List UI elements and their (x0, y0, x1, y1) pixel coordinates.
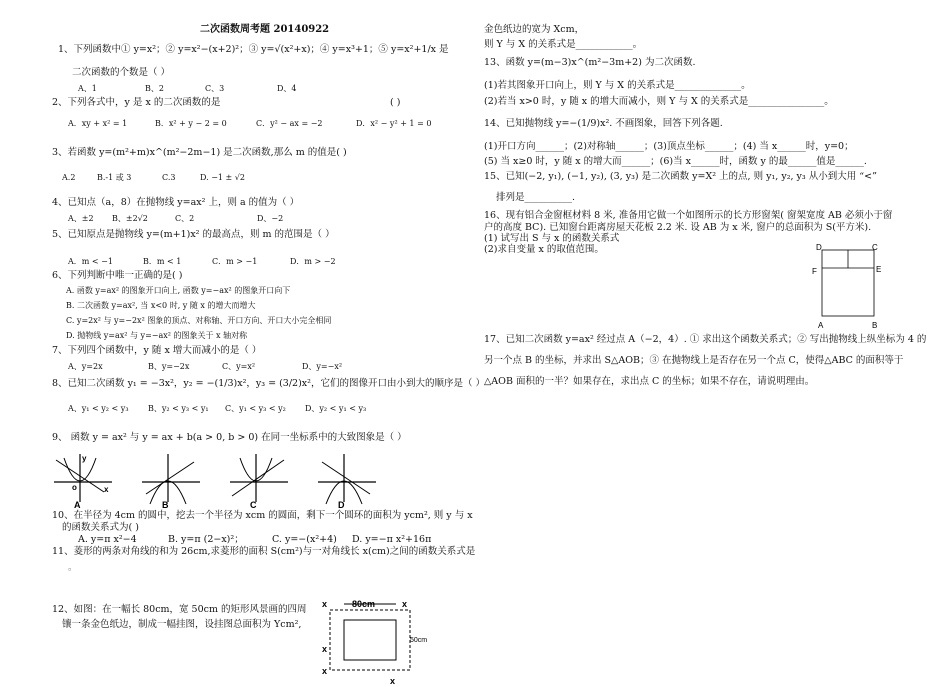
q7-option-b: B、y=−2x (148, 362, 190, 371)
q16-label-d: D (816, 243, 822, 252)
q3-option-a: A.2 (62, 173, 76, 182)
q1-line2: 二次函数的个数是（ ） (72, 67, 171, 78)
q7-stem: 7、下列四个函数中，y 随 x 增大而减小的是（ ） (52, 345, 262, 356)
q6-option-b: B. 二次函数 y=ax², 当 x<0 时, y 随 x 的增大而增大 (66, 301, 256, 310)
q16-line1: 16、现有铝合金窗框材料 8 米, 准备用它做一个如图所示的长方形窗架( 窗架宽度 AB 必须小于窗 (484, 210, 893, 221)
q6-option-c: C. y=2x² 与 y=−2x² 图象的顶点、对称轴、开口方向、开口大小完全相同 (66, 316, 332, 325)
q11-tail: 。 (68, 562, 78, 573)
q11-stem: 11、菱形的两条对角线的和为 26cm,求菱形的面积 S(cm²)与一对角线长 x(cm)之间的函数关系式是 (52, 546, 476, 557)
q10-option-c: C. y=−(x²+4) (272, 534, 337, 545)
q17-line1: 17、已知二次函数 y=ax² 经过点 A（−2，4）. ① 求出这个函数关系式；② 写出抛物线上纵坐标为 4 的 (484, 334, 927, 345)
q1-option-d: D、4 (277, 84, 297, 93)
q16-label-a: A (818, 321, 824, 330)
q5-option-d: D．m > −2 (290, 257, 336, 266)
q16-label-e: E (876, 265, 882, 274)
q9-label-d: D (338, 500, 345, 510)
q1-option-b: B、2 (145, 84, 164, 93)
q7-option-a: A、y=2x (68, 362, 103, 371)
q1-option-c: C、3 (205, 84, 225, 93)
q12-line2: 镶一条金色纸边，制成一幅挂图，设挂图总面积为 Ycm², (62, 619, 302, 630)
q2-paren: ( ) (390, 97, 401, 108)
exam-title: 二次函数周考题 20140922 (200, 24, 330, 35)
q16-sub1: (1) 试写出 S 与 x 的函数关系式 (484, 233, 620, 244)
q9-graph-b (142, 454, 200, 510)
q2-stem: 2、下列各式中，y 是 x 的二次函数的是 (52, 97, 221, 108)
q2-option-a: A．xy + x² = 1 (68, 119, 128, 128)
q14-stem: 14、已知抛物线 y=−(1/9)x². 不画图象，回答下列各题. (484, 118, 723, 129)
q3-option-c: C.3 (162, 173, 176, 182)
q1-stem: 1、下列函数中① y=x²；② y=x²−(x+2)²；③ y=√(x²+x)；④ y=x³+1；⑤ y=x²+1/x 是 (58, 44, 449, 55)
q5-option-a: A．m < −1 (68, 257, 113, 266)
q9-axis-y-a: y (82, 454, 87, 463)
q3-stem: 3、若函数 y=(m²+m)x^(m²−2m−1) 是二次函数,那么 m 的值是( ) (52, 147, 347, 158)
q2-option-c: C．y² − ax = −2 (256, 119, 323, 128)
q2-option-b: B．x² + y − 2 = 0 (155, 119, 227, 128)
q10-option-b: B. y=π (2−x)²； (168, 534, 244, 545)
q13-stem: 13、函数 y=(m−3)x^(m²−3m+2) 为二次函数. (484, 57, 696, 68)
q5-option-b: B．m < 1 (143, 257, 182, 266)
q6-option-a: A. 函数 y=ax² 的图象开口向上, 函数 y=−ax² 的图象开口向下 (66, 286, 291, 295)
q15-line2: 排列是__________. (496, 192, 576, 203)
q9-label-b: B (162, 500, 169, 510)
q12-x-left: x (322, 644, 328, 654)
q16-label-b: B (872, 321, 878, 330)
q10-option-a: A. y=π x²−4 (78, 534, 137, 545)
q9-label-a: A (74, 500, 81, 510)
q1-option-a: A、1 (78, 84, 97, 93)
q9-graphs (52, 452, 397, 510)
q6-stem: 6、下列判断中唯一正确的是( ) (52, 270, 183, 281)
q12-width-label: 80cm (352, 599, 376, 609)
q2-option-d: D．x² − y² + 1 = 0 (356, 119, 432, 128)
q14-line1: (1)开口方向______；(2)对称轴______；(3)顶点坐标______；(4) 当 x______时，y=0； (484, 141, 854, 152)
q12-frame-figure (314, 594, 474, 686)
q12-height-label: 50cm (410, 637, 428, 644)
q17-line3: △AOB 面积的一半？如果存在，求出点 C 的坐标；如果不存在，请说明理由。 (484, 376, 815, 387)
q4-stem: 4、已知点（a，8）在抛物线 y=ax² 上，则 a 的值为（ ） (52, 197, 300, 208)
q9-axis-x-a: x (104, 485, 109, 494)
q12-cont2: 则 Y 与 X 的关系式是____________。 (484, 39, 643, 50)
q8-option-a: A、y₁ < y₂ < y₃ (68, 404, 129, 413)
q4-option-a: A、±2 (68, 214, 94, 223)
q5-stem: 5、已知原点是抛物线 y=(m+1)x² 的最高点，则 m 的范围是（ ） (52, 229, 335, 240)
q12-cont1: 金色纸边的宽为 Xcm， (484, 24, 585, 35)
q9-graph-d (318, 454, 376, 510)
q10-stem1: 10、在半径为 4cm 的圆中，挖去一个半径为 xcm 的圆面，剩下一个圆环的面积为 ycm², 则 y 与 x (52, 510, 473, 521)
q8-stem: 8、已知二次函数 y₁ = −3x²，y₂ = −(1/3)x²，y₃ = (3/2)x²，它们的图像开口由小到大的顺序是（ ） (52, 378, 485, 389)
q7-option-c: C、y=x² (222, 362, 256, 371)
q17-line2: 另一个点 B 的坐标，并求出 S△AOB；③ 在抛物线上是否存在另一个点 C，使得△ABC 的面积等于 (484, 355, 904, 366)
q14-line2: (5) 当 x≥0 时，y 随 x 的增大而______；(6)当 x______时，函数 y 的最______值是______. (484, 156, 867, 167)
q12-x-top-right: x (402, 599, 408, 609)
q16-sub2: (2)求自变量 x 的取值范围。 (484, 244, 604, 255)
q9-graph-a (54, 454, 112, 510)
q4-option-d: D、−2 (257, 214, 284, 223)
q4-option-c: C、2 (175, 214, 195, 223)
q15-stem: 15、已知(−2, y₁), (−1, y₂), (3, y₃) 是二次函数 y=X² 上的点, 则 y₁, y₂, y₃ 从小到大用 “<” (484, 171, 877, 182)
q8-option-b: B、y₂ < y₃ < y₁ (148, 404, 209, 413)
q9-stem: 9、 函数 y = ax² 与 y = ax + b(a > 0, b > 0) 在同一坐标系中的大致图象是（ ） (52, 432, 407, 443)
q5-option-c: C．m > −1 (212, 257, 258, 266)
q10-stem2: 的函数关系式为( ) (62, 522, 139, 533)
q13-sub1: (1)若其图象开口向上，则 Y 与 X 的关系式是______________。 (484, 80, 751, 91)
q7-option-d: D、y=−x² (302, 362, 343, 371)
q4-option-b: B、±2√2 (112, 214, 148, 223)
q9-label-c: C (250, 500, 257, 510)
q12-x-top-left: x (322, 599, 328, 609)
q12-x-bottom: x (390, 676, 396, 686)
q16-window-figure (810, 238, 890, 334)
q9-graph-c (230, 454, 288, 510)
q16-label-c: C (872, 243, 878, 252)
q8-option-c: C、y₁ < y₃ < y₂ (225, 404, 286, 413)
q3-option-b: B.-1 或 3 (97, 173, 132, 182)
q8-option-d: D、y₂ < y₁ < y₃ (305, 404, 367, 413)
q10-option-d: D. y=−π x²+16π (352, 534, 432, 545)
q6-option-d: D. 抛物线 y=ax² 与 y=−ax² 的图象关于 x 轴对称 (66, 331, 248, 340)
q3-option-d: D. −1 ± √2 (200, 173, 245, 182)
q9-origin-a: o (72, 483, 77, 492)
q12-x-left-bottom: x (322, 666, 328, 676)
q16-label-f: F (812, 267, 817, 276)
q13-sub2: (2)若当 x>0 时，y 随 x 的增大而减小，则 Y 与 X 的关系式是________________。 (484, 96, 834, 107)
q12-line1: 12、如图：在一幅长 80cm，宽 50cm 的矩形风景画的四周 (52, 604, 307, 615)
q16-line2: 户的高度 BC). 已知窗台距离房屋天花板 2.2 米. 设 AB 为 x 米, 窗户的总面积为 S(平方米). (484, 222, 872, 233)
